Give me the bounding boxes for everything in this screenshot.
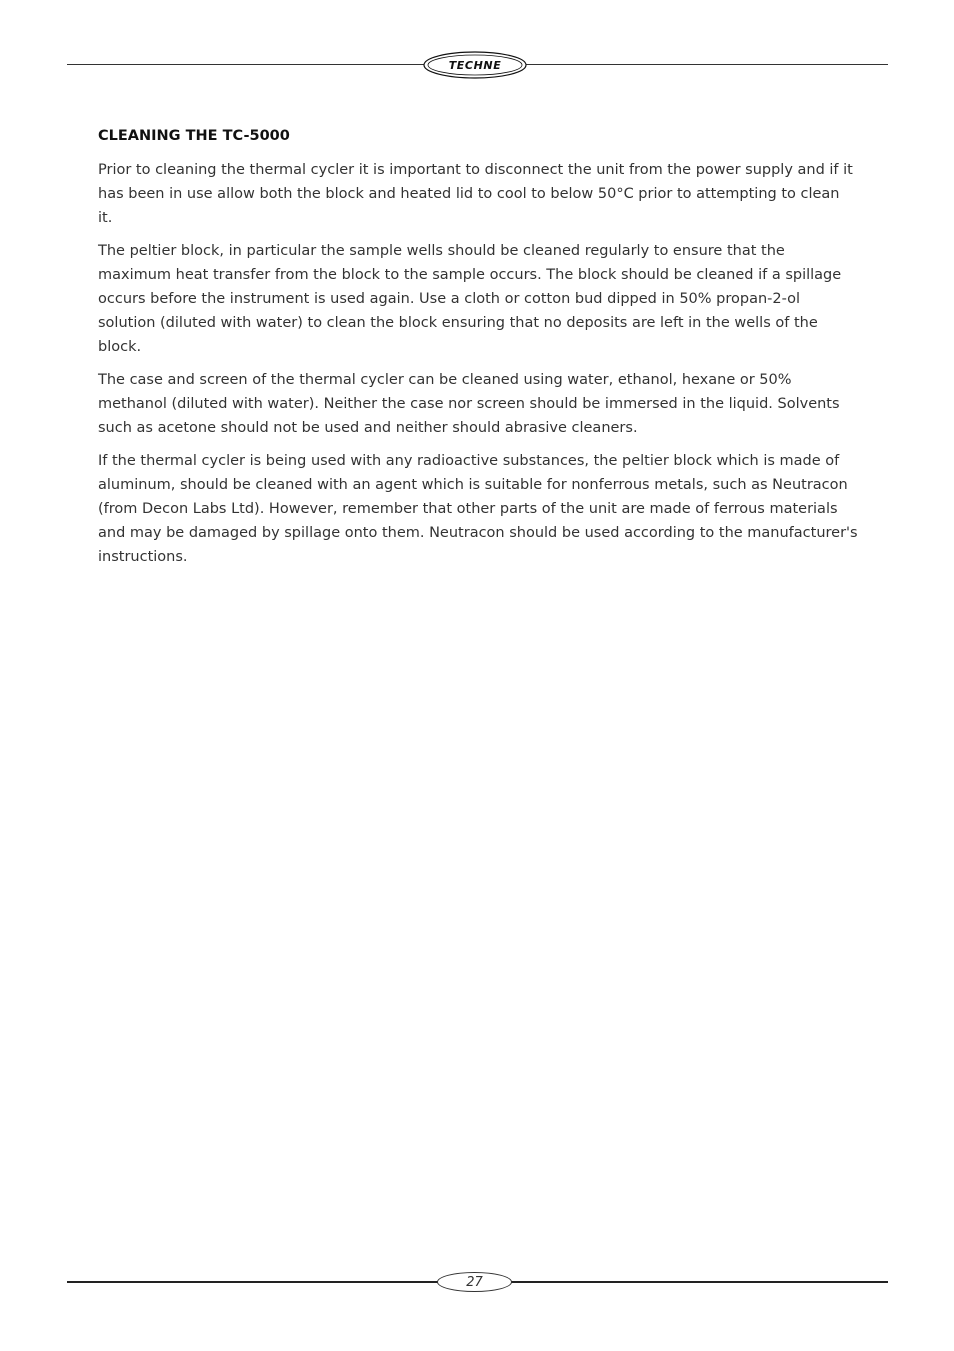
paragraph-case-screen: The case and screen of the thermal cycler can be cleaned using water, ethanol, hexane or 50% methanol (diluted with water). Neither the case nor screen should be immersed in the liquid. Solvents such as acetone should not be used and neither should abrasive cleaners. [98, 372, 840, 436]
page-content [98, 124, 858, 578]
section-title: CLEANING THE TC-5000 [98, 128, 290, 144]
paragraph-peltier-block: The peltier block, in particular the sample wells should be cleaned regularly to ensure that the maximum heat transfer from the block to the sample occurs. The block should be cleaned if a spillage occurs before the instrument is used again. Use a cloth or cotton bud dipped in 50% propan-2-ol solution (diluted with water) to clean the block ensuring that no deposits are left in the wells of the block. [98, 243, 842, 355]
paragraph-radioactive: If the thermal cycler is being used with any radioactive substances, the peltier block which is made of aluminum, should be cleaned with an agent which is suitable for nonferrous metals, such as Neutracon (from Decon Labs Ltd). However, remember that other parts of the unit are made of ferrous materials and may be damaged by spillage onto them. Neutracon should be used according to the manufacturer's instructions. [98, 453, 858, 565]
paragraph-disconnect: Prior to cleaning the thermal cycler it is important to disconnect the unit from the power supply and if it has been in use allow both the block and heated lid to cool to below 50°C prior to attempting to clean it. [98, 162, 853, 226]
page-number: 27 [437, 1272, 512, 1292]
logo-text: TECHNE [448, 58, 502, 72]
